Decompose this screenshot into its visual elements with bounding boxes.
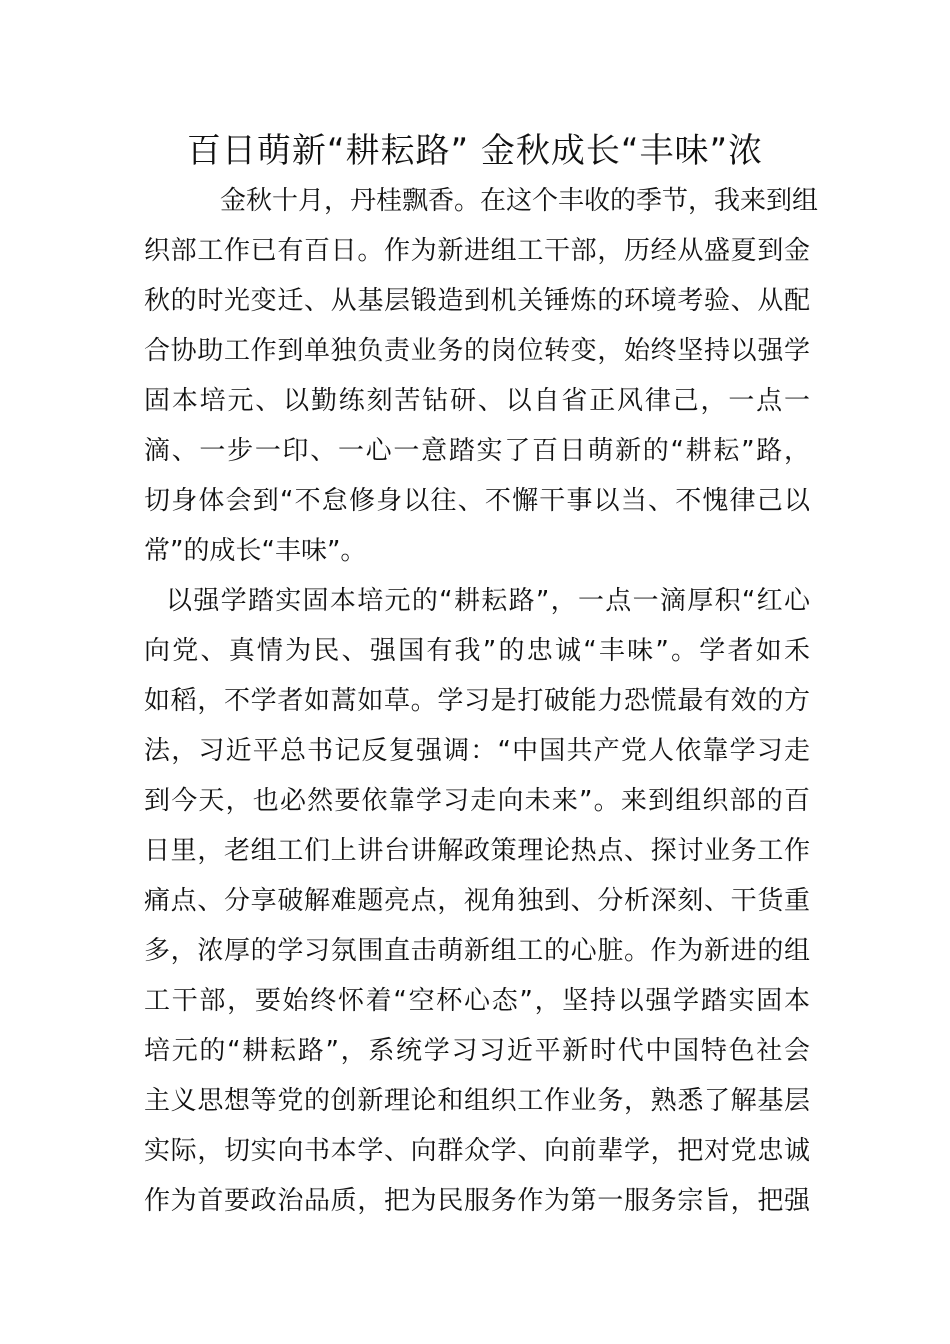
paragraph-line: 多，浓厚的学习氛围直击萌新组工的心脏。作为新进的组 bbox=[144, 936, 810, 966]
paragraph-line: 法，习近平总书记反复强调：“中国共产党人依靠学习走 bbox=[144, 736, 810, 766]
paragraph-2 bbox=[144, 576, 810, 1226]
paragraph-line: 工干部，要始终怀着“空杯心态”，坚持以强学踏实固本 bbox=[144, 986, 810, 1016]
paragraph-line: 合协助工作到单独负责业务的岗位转变，始终坚持以强学 bbox=[144, 336, 810, 366]
paragraph-line: 秋的时光变迁、从基层锻造到机关锤炼的环境考验、从配 bbox=[144, 286, 810, 316]
paragraph-line: 主义思想等党的创新理论和组织工作业务，熟悉了解基层 bbox=[144, 1086, 810, 1116]
paragraph-line: 常”的成长“丰味”。 bbox=[144, 536, 367, 566]
paragraph-line: 日里，老组工们上讲台讲解政策理论热点、探讨业务工作 bbox=[144, 836, 810, 866]
document-title: 百日萌新“耕耘路” 金秋成长“丰味”浓 bbox=[186, 131, 764, 171]
paragraph-line: 织部工作已有百日。作为新进组工干部，历经从盛夏到金 bbox=[144, 236, 810, 266]
paragraph-line: 金秋十月，丹桂飘香。在这个丰收的季节，我来到组 bbox=[220, 186, 819, 216]
paragraph-line: 如稻，不学者如蒿如草。学习是打破能力恐慌最有效的方 bbox=[144, 686, 810, 716]
paragraph-1 bbox=[144, 176, 819, 576]
paragraph-line: 实际，切实向书本学、向群众学、向前辈学，把对党忠诚 bbox=[144, 1136, 810, 1166]
paragraph-line: 切身体会到“不怠修身以往、不懈干事以当、不愧律己以 bbox=[144, 486, 810, 516]
paragraph-line: 痛点、分享破解难题亮点，视角独到、分析深刻、干货重 bbox=[144, 886, 810, 916]
paragraph-line: 向党、真情为民、强国有我”的忠诚“丰味”。学者如禾 bbox=[144, 636, 810, 666]
document-body bbox=[144, 176, 819, 1226]
paragraph-line: 滴、一步一印、一心一意踏实了百日萌新的“耕耘”路， bbox=[144, 436, 810, 466]
paragraph-line: 以强学踏实固本培元的“耕耘路”，一点一滴厚积“红心 bbox=[166, 586, 810, 616]
paragraph-line: 到今天，也必然要依靠学习走向未来”。来到组织部的百 bbox=[144, 786, 810, 816]
paragraph-line: 固本培元、以勤练刻苦钻研、以自省正风律己，一点一 bbox=[144, 386, 810, 416]
paragraph-line: 培元的“耕耘路”，系统学习习近平新时代中国特色社会 bbox=[144, 1036, 810, 1066]
paragraph-line: 作为首要政治品质，把为民服务作为第一服务宗旨，把强 bbox=[144, 1186, 810, 1216]
